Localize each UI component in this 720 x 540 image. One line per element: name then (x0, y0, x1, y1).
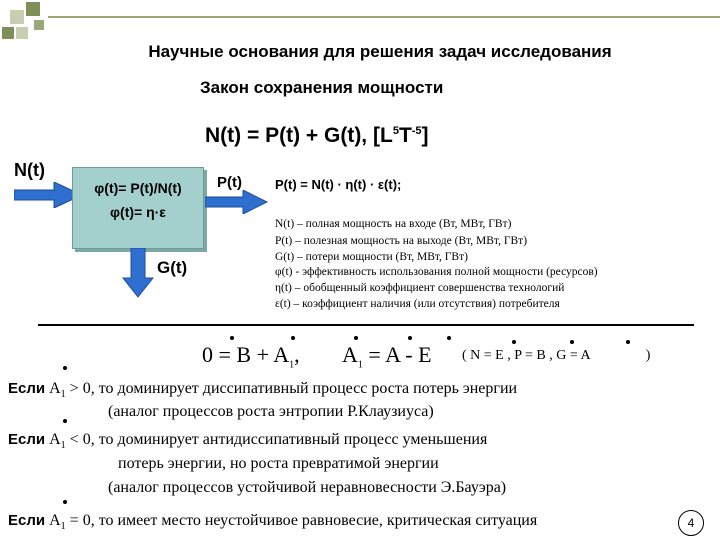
derivative-dot (570, 340, 574, 344)
page-subtitle: Закон сохранения мощности (200, 78, 444, 97)
condition-var-sub: 1 (60, 521, 66, 533)
condition-var-sub: 1 (60, 389, 66, 401)
condition-1 (8, 380, 517, 400)
condition-note: потерь энергии, но роста превратимой энергии (118, 455, 439, 472)
page-number: 4 (678, 510, 704, 536)
loss-arrow (122, 248, 154, 298)
legend-line: ε(t) – коэффициент наличия (или отсутствия) потребителя (275, 298, 560, 310)
derivative-dot (63, 366, 67, 370)
equation-mapping: ( N = E , P = B , G = A ) (462, 348, 651, 363)
derivative-dot (447, 336, 451, 340)
legend-line: η(t) – обобщенный коэффициент совершенства технологий (275, 282, 565, 294)
legend-line: φ(t) - эффективность использования полной мощности (ресурсов) (275, 266, 598, 278)
condition-note: (аналог процессов устойчивой неравновесности Э.Бауэра) (108, 479, 507, 496)
derivative-dot (230, 336, 234, 340)
output-label: P(t) (217, 174, 242, 191)
equation-part1 (202, 342, 300, 370)
derivative-dot (512, 340, 516, 344)
box-formula-line2: φ(t)= η·ε (110, 204, 166, 220)
condition-note: (аналог процессов роста энтропии Р.Клаузиуса) (108, 403, 434, 420)
condition-keyword: Если (8, 431, 46, 448)
legend-line: P(t) – полезная мощность на выходе (Вт, МВт, ГВт) (275, 235, 528, 247)
header-rule (48, 16, 720, 18)
legend-line: N(t) – полная мощность на входе (Вт, МВт, ГВт) (275, 218, 512, 230)
equation-sub1: 1 (289, 359, 295, 371)
derivative-dot (626, 340, 630, 344)
condition-keyword: Если (8, 512, 46, 529)
condition-2 (8, 431, 487, 451)
input-label: N(t) (14, 160, 45, 180)
condition-var: A (49, 380, 61, 397)
condition-3 (8, 512, 537, 532)
equation-sub2: 1 (357, 359, 363, 371)
page-title: Научные основания для решения задач исследования (148, 42, 612, 61)
derivative-dot (291, 336, 295, 340)
legend-line: G(t) – потери мощности (Вт, МВт, ГВт) (275, 251, 468, 263)
condition-var-sub: 1 (60, 440, 66, 452)
condition-keyword: Если (8, 380, 46, 397)
main-formula-exp1: 5 (392, 125, 399, 137)
derivative-dot (354, 336, 358, 340)
equation-part3-text: = A - E (368, 342, 432, 367)
main-formula-exp2: -5 (411, 125, 422, 137)
process-box (72, 167, 204, 249)
output-arrow (205, 190, 269, 214)
legend-formula: P(t) = N(t) · η(t) · ε(t); (275, 177, 402, 192)
equation-part2-text: A (342, 342, 358, 367)
condition-var: A (49, 431, 61, 448)
main-formula (205, 124, 429, 148)
derivative-dot (408, 336, 412, 340)
main-formula-close: ] (421, 124, 429, 147)
derivative-dot (63, 500, 67, 504)
equation-part1-text: 0 = B + A (202, 342, 290, 367)
equation-part2 (342, 342, 432, 370)
loss-label: G(t) (157, 258, 188, 277)
section-divider (38, 324, 694, 326)
main-formula-mid: T (398, 124, 412, 147)
box-formula-line1: φ(t)= P(t)/N(t) (94, 180, 182, 196)
derivative-dot (63, 419, 67, 423)
condition-text: = 0, то имеет место неустойчивое равновесие, критическая ситуация (69, 512, 538, 529)
condition-text: < 0, то доминирует антидиссипативный процесс уменьшения (69, 431, 488, 448)
equation-comma: , (294, 342, 300, 367)
condition-text: > 0, то доминирует диссипативный процесс роста потерь энергии (69, 380, 518, 397)
main-formula-text: N(t) = P(t) + G(t), [L (205, 124, 393, 147)
condition-var: A (49, 512, 61, 529)
